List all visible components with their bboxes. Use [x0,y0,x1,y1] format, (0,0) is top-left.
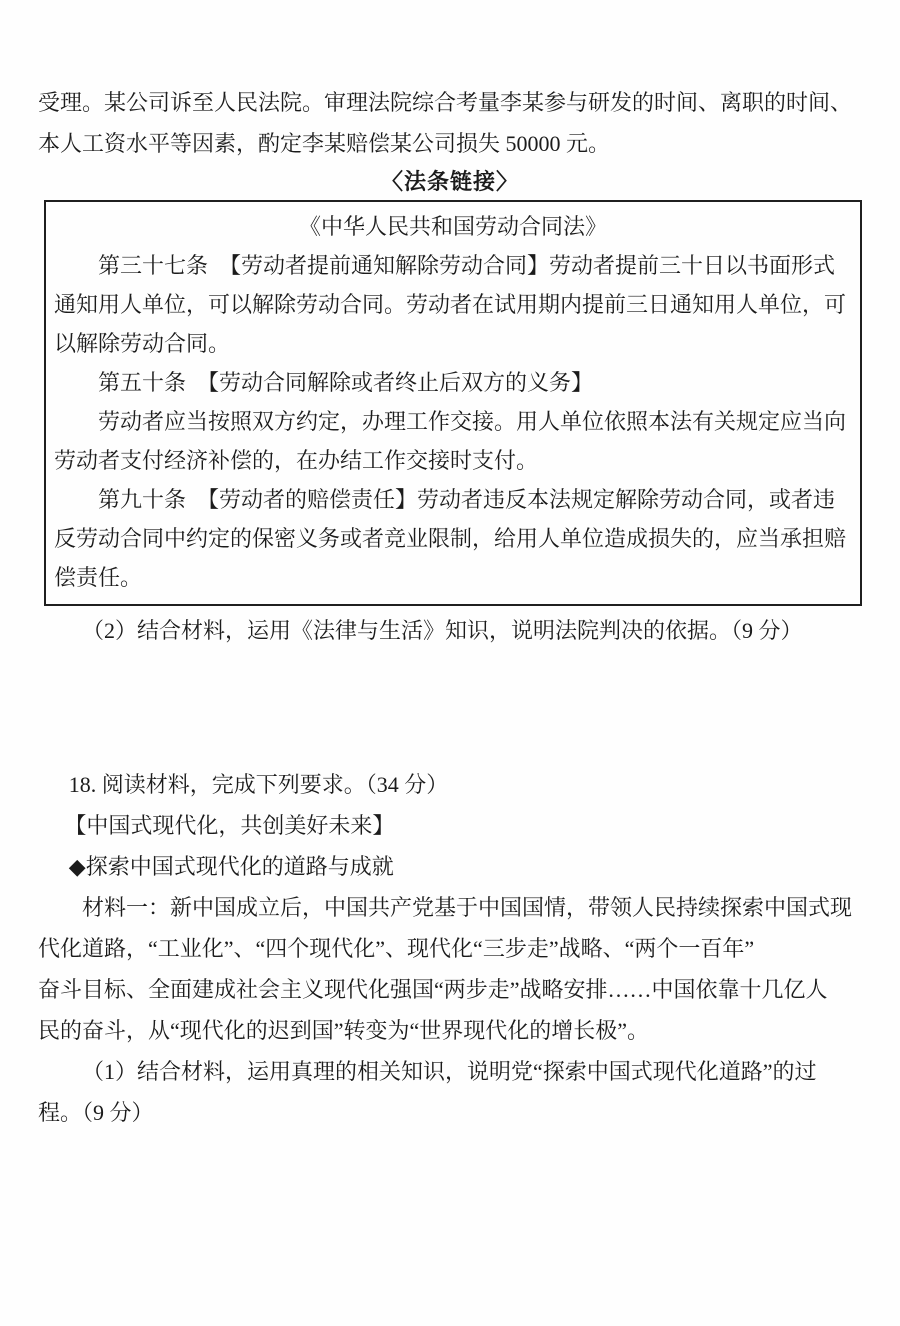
article-37 [54,246,852,363]
article-50-body-line-1: 劳动者应当按照双方约定，办理工作交接。用人单位依照本法有关规定应当向 [98,409,847,434]
question-1-line-2: 程。（9 分） [38,1100,154,1125]
material-1-line-3: 奋斗目标、全面建成社会主义现代化强国“两步走”战略安排……中国依靠十几亿人 [38,977,828,1002]
article-90-line-3: 偿责任。 [54,565,143,590]
intro-paragraph [38,82,862,164]
question-2: （2）结合材料，运用《法律与生活》知识，说明法院判决的依据。（9 分） [82,618,803,643]
question-1-paragraph [38,1051,862,1133]
article-50-heading-line: 第五十条 【劳动合同解除或者终止后双方的义务】 [98,370,594,395]
article-37-line-2: 通知用人单位，可以解除劳动合同。劳动者在试用期内提前三日通知用人单位，可 [54,292,847,317]
material-1-line-2: 代化道路，“工业化”、“四个现代化”、现代化“三步走”战略、“两个一百年” [38,936,755,961]
question-18-heading: 18. 阅读材料，完成下列要求。（34 分） [68,772,449,797]
question-18-section [38,764,862,1133]
law-title: 《中华人民共和国劳动合同法》 [298,214,607,239]
question-18-subheading: ◆探索中国式现代化的道路与成就 [68,854,394,879]
question-18-theme: 【中国式现代化，共创美好未来】 [64,813,395,838]
intro-line-1: 受理。某公司诉至人民法院。审理法院综合考量李某参与研发的时间、离职的时间、 [38,90,853,115]
question-1-line-1: （1）结合材料，运用真理的相关知识，说明党“探索中国式现代化道路”的过 [82,1059,817,1084]
article-37-line-3: 以解除劳动合同。 [54,331,231,356]
law-link-heading: 〈法条链接〉 [380,169,519,194]
article-50-body-line-2: 劳动者支付经济补偿的，在办结工作交接时支付。 [54,448,539,473]
article-90 [54,480,852,597]
article-50-heading [54,363,852,402]
article-50-body [54,402,852,480]
article-90-line-1: 第九十条 【劳动者的赔偿责任】劳动者违反本法规定解除劳动合同，或者违 [98,487,836,512]
article-37-line-1: 第三十七条 【劳动者提前通知解除劳动合同】劳动者提前三十日以书面形式 [98,253,836,278]
article-90-line-2: 反劳动合同中约定的保密义务或者竞业限制，给用人单位造成损失的，应当承担赔 [54,526,847,551]
law-box [44,200,862,606]
intro-line-2: 本人工资水平等因素，酌定李某赔偿某公司损失 50000 元。 [38,131,611,156]
material-1-paragraph [38,887,862,1051]
material-1-line-1: 材料一：新中国成立后，中国共产党基于中国国情，带领人民持续探索中国式现 [82,895,853,920]
material-1-line-4: 民的奋斗，从“现代化的迟到国”转变为“世界现代化的增长极”。 [38,1018,650,1043]
